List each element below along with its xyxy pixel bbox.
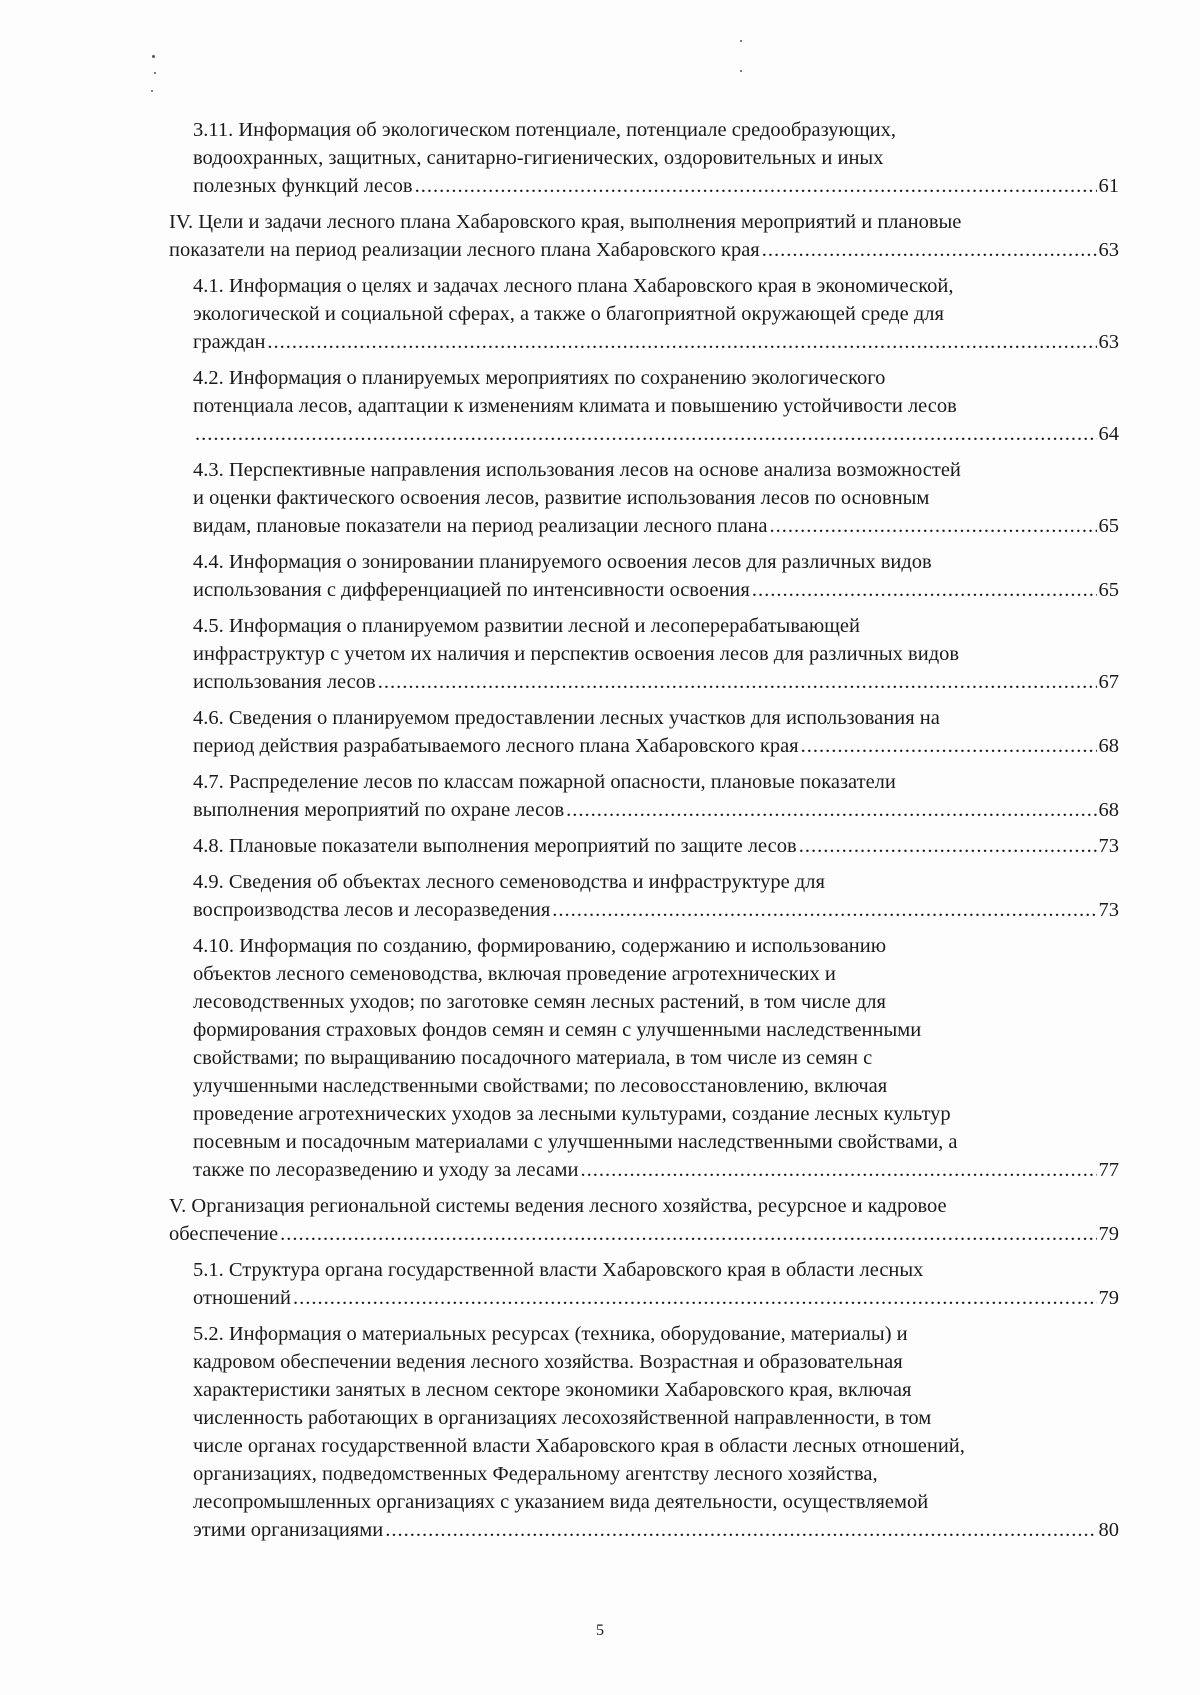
scan-speck bbox=[152, 55, 155, 58]
dot-leader bbox=[762, 236, 1097, 264]
toc-entry-line: 4.3. Перспективные направления использования лесов на основе анализа возможностей bbox=[193, 459, 961, 481]
toc-entry[interactable] bbox=[169, 932, 1119, 1184]
toc-page-number: 73 bbox=[1098, 835, 1119, 857]
toc-entry-leader-line bbox=[193, 420, 1119, 448]
table-of-contents bbox=[169, 116, 1119, 1552]
toc-entry-line: посевным и посадочным материалами с улучшенными наследственными свойствами, а bbox=[193, 1131, 958, 1153]
toc-page-number: 63 bbox=[1098, 239, 1119, 261]
toc-entry-line: характеристики занятых в лесном секторе экономики Хабаровского края, включая bbox=[193, 1379, 912, 1401]
toc-page-number: 63 bbox=[1098, 331, 1119, 353]
dot-leader bbox=[581, 1156, 1097, 1184]
toc-entry-line: инфраструктур с учетом их наличия и перспектив освоения лесов для различных видов bbox=[193, 643, 960, 665]
toc-entry-title: видам, плановые показатели на период реализации лесного плана bbox=[193, 515, 768, 537]
toc-entry-title: 4.8. Плановые показатели выполнения мероприятий по защите лесов bbox=[193, 835, 797, 857]
toc-entry-title: выполнения мероприятий по охране лесов bbox=[193, 799, 565, 821]
toc-entry-line: кадровом обеспечении ведения лесного хозяйства. Возрастная и образовательная bbox=[193, 1351, 903, 1373]
toc-entry-leader-line bbox=[169, 1220, 1119, 1248]
toc-page-number: 68 bbox=[1098, 799, 1119, 821]
toc-entry[interactable] bbox=[169, 1192, 1119, 1248]
toc-entry-title: период действия разрабатываемого лесного плана Хабаровского края bbox=[193, 735, 799, 757]
toc-entry[interactable] bbox=[169, 364, 1119, 448]
dot-leader bbox=[799, 832, 1097, 860]
toc-entry-line: свойствами; по выращиванию посадочного материала, в том числе из семян с bbox=[193, 1047, 873, 1069]
toc-entry-leader-line bbox=[193, 1156, 1119, 1184]
toc-entry-title: обеспечение bbox=[169, 1223, 279, 1245]
toc-entry-line: лесопромышленных организациях с указанием вида деятельности, осуществляемой bbox=[193, 1491, 929, 1513]
toc-entry-leader-line bbox=[193, 896, 1119, 924]
toc-entry-line: организациях, подведомственных Федеральному агентству лесного хозяйства, bbox=[193, 1463, 878, 1485]
toc-entry[interactable] bbox=[169, 548, 1119, 604]
dot-leader bbox=[280, 1220, 1096, 1248]
toc-entry[interactable] bbox=[169, 704, 1119, 760]
toc-entry-line: IV. Цели и задачи лесного плана Хабаровского края, выполнения мероприятий и плановые bbox=[169, 211, 962, 233]
toc-entry-title: граждан bbox=[193, 331, 266, 353]
toc-page-number: 64 bbox=[1098, 423, 1119, 445]
toc-entry-title: также по лесоразведению и уходу за лесами bbox=[193, 1159, 579, 1181]
toc-entry[interactable] bbox=[169, 768, 1119, 824]
toc-entry-line: V. Организация региональной системы ведения лесного хозяйства, ресурсное и кадровое bbox=[169, 1195, 947, 1217]
toc-entry-line: улучшенными наследственными свойствами; по лесовосстановлению, включая bbox=[193, 1075, 888, 1097]
toc-entry-line: водоохранных, защитных, санитарно-гигиенических, оздоровительных и иных bbox=[193, 147, 884, 169]
toc-entry-title: отношений bbox=[193, 1287, 291, 1309]
toc-entry[interactable] bbox=[169, 208, 1119, 264]
toc-entry-leader-line bbox=[193, 1284, 1119, 1312]
toc-page-number: 65 bbox=[1098, 579, 1119, 601]
dot-leader bbox=[769, 512, 1096, 540]
toc-page-number: 73 bbox=[1098, 899, 1119, 921]
dot-leader bbox=[385, 1516, 1096, 1544]
toc-entry-title: этими организациями bbox=[193, 1519, 384, 1541]
toc-entry[interactable] bbox=[169, 612, 1119, 696]
toc-entry-leader-line bbox=[193, 328, 1119, 356]
toc-entry-line: численность работающих в организациях лесохозяйственной направленности, в том bbox=[193, 1407, 932, 1429]
scan-speck bbox=[740, 70, 742, 72]
toc-entry-line: 4.6. Сведения о планируемом предоставлении лесных участков для использования на bbox=[193, 707, 940, 729]
toc-entry-line: 4.10. Информация по созданию, формированию, содержанию и использованию bbox=[193, 935, 887, 957]
toc-page-number: 80 bbox=[1098, 1519, 1119, 1541]
dot-leader bbox=[566, 796, 1096, 824]
toc-entry-line: 4.1. Информация о целях и задачах лесного плана Хабаровского края в экономической, bbox=[193, 275, 954, 297]
toc-entry-line: 4.4. Информация о зонировании планируемого освоения лесов для различных видов bbox=[193, 551, 932, 573]
toc-entry-title: показатели на период реализации лесного плана Хабаровского края bbox=[169, 239, 760, 261]
toc-page-number: 79 bbox=[1098, 1223, 1119, 1245]
dot-leader bbox=[801, 732, 1097, 760]
toc-entry-line: 5.1. Структура органа государственной власти Хабаровского края в области лесных bbox=[193, 1259, 924, 1281]
toc-entry-line: лесоводственных уходов; по заготовке семян лесных растений, в том числе для bbox=[193, 991, 886, 1013]
toc-entry-line: 4.5. Информация о планируемом развитии лесной и лесоперерабатывающей bbox=[193, 615, 860, 637]
toc-entry[interactable] bbox=[169, 116, 1119, 200]
dot-leader bbox=[378, 668, 1097, 696]
dot-leader bbox=[552, 896, 1096, 924]
toc-entry-title: полезных функций лесов bbox=[193, 175, 413, 197]
toc-entry-line: 4.9. Сведения об объектах лесного семеноводства и инфраструктуре для bbox=[193, 871, 825, 893]
toc-entry-line: потенциала лесов, адаптации к изменениям климата и повышению устойчивости лесов bbox=[193, 395, 957, 417]
scan-speck bbox=[154, 72, 156, 74]
toc-page-number: 68 bbox=[1098, 735, 1119, 757]
toc-entry-leader-line bbox=[193, 172, 1119, 200]
page-number: 5 bbox=[596, 1622, 604, 1639]
toc-entry[interactable] bbox=[169, 868, 1119, 924]
toc-entry-leader-line bbox=[193, 732, 1119, 760]
toc-entry-leader-line bbox=[193, 512, 1119, 540]
toc-entry-leader-line bbox=[193, 832, 1119, 860]
dot-leader bbox=[267, 328, 1096, 356]
toc-entry[interactable] bbox=[169, 272, 1119, 356]
scan-speck bbox=[740, 40, 742, 42]
toc-page-number: 65 bbox=[1098, 515, 1119, 537]
toc-page-number: 67 bbox=[1098, 671, 1119, 693]
toc-entry-leader-line bbox=[193, 576, 1119, 604]
toc-entry-line: числе органах государственной власти Хабаровского края в области лесных отношений, bbox=[193, 1435, 965, 1457]
toc-entry-leader-line bbox=[193, 1516, 1119, 1544]
toc-entry-line: 4.2. Информация о планируемых мероприятиях по сохранению экологического bbox=[193, 367, 886, 389]
toc-entry-leader-line bbox=[193, 796, 1119, 824]
toc-entry-leader-line bbox=[169, 236, 1119, 264]
toc-entry-title: использования с дифференциацией по интенсивности освоения bbox=[193, 579, 750, 601]
dot-leader bbox=[415, 172, 1097, 200]
scan-speck bbox=[151, 90, 153, 92]
toc-entry-line: и оценки фактического освоения лесов, развитие использования лесов по основным bbox=[193, 487, 930, 509]
toc-entry-title: воспроизводства лесов и лесоразведения bbox=[193, 899, 551, 921]
toc-entry-line: формирования страховых фондов семян и семян с улучшенными наследственными bbox=[193, 1019, 922, 1041]
dot-leader bbox=[752, 576, 1097, 604]
toc-entry[interactable] bbox=[169, 456, 1119, 540]
toc-entry-line: 5.2. Информация о материальных ресурсах (техника, оборудование, материалы) и bbox=[193, 1323, 908, 1345]
toc-entry-line: 3.11. Информация об экологическом потенциале, потенциале средообразующих, bbox=[193, 119, 896, 141]
toc-entry-line: 4.7. Распределение лесов по классам пожарной опасности, плановые показатели bbox=[193, 771, 896, 793]
toc-entry-line: экологической и социальной сферах, а также о благоприятной окружающей среде для bbox=[193, 303, 944, 325]
toc-page-number: 61 bbox=[1098, 175, 1119, 197]
toc-page-number: 79 bbox=[1098, 1287, 1119, 1309]
toc-entry[interactable] bbox=[169, 1320, 1119, 1544]
dot-leader bbox=[293, 1284, 1097, 1312]
toc-entry[interactable] bbox=[169, 1256, 1119, 1312]
dot-leader bbox=[195, 420, 1097, 448]
toc-entry-line: объектов лесного семеноводства, включая проведение агротехнических и bbox=[193, 963, 836, 985]
toc-entry-leader-line bbox=[193, 668, 1119, 696]
toc-page-number: 77 bbox=[1098, 1159, 1119, 1181]
toc-entry[interactable] bbox=[169, 832, 1119, 860]
toc-entry-title: использования лесов bbox=[193, 671, 376, 693]
toc-entry-line: проведение агротехнических уходов за лесными культурами, создание лесных культур bbox=[193, 1103, 951, 1125]
